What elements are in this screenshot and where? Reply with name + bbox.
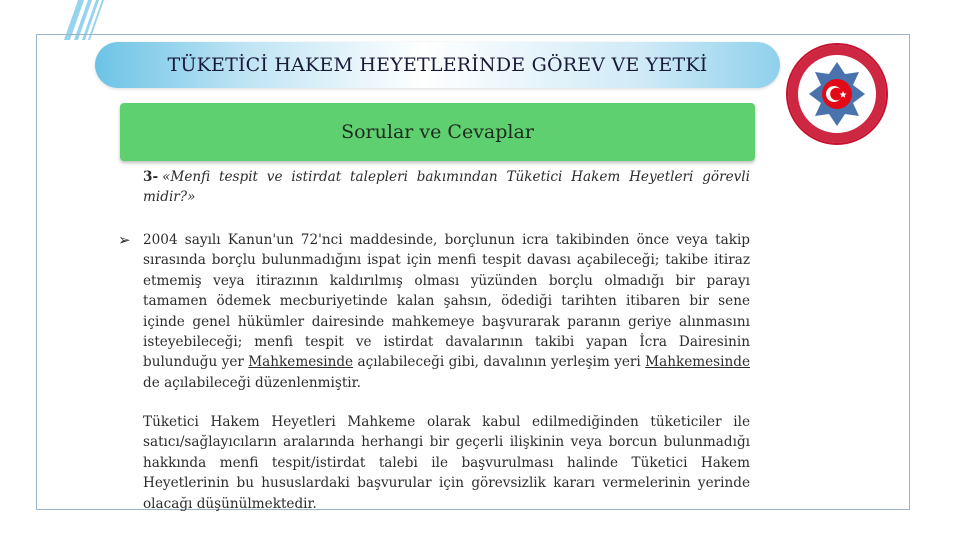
answer-part3: de açılabileceği düzenlenmiştir. — [143, 374, 361, 391]
subtitle: Sorular ve Cevaplar — [341, 121, 534, 143]
question-number: 3- — [143, 169, 159, 185]
answer-part2: açılabileceği gibi, davalının yerleşim yeri — [353, 354, 646, 371]
title-bar — [95, 42, 780, 88]
subtitle-banner — [120, 103, 755, 161]
question-text: «Menfi tespit ve istirdat talepleri bakımından Tüketici Hakem Heyetleri görevli midir?» — [143, 169, 750, 206]
page-title: TÜKETİCİ HAKEM HEYETLERİNDE GÖREV VE YETKİ — [167, 54, 708, 76]
arrow-bullet-icon: ➢ — [118, 231, 131, 249]
answer-underlined1: Mahkemesinde — [248, 354, 354, 371]
answer-underlined2: Mahkemesinde — [645, 354, 750, 371]
conclusion-paragraph: Tüketici Hakem Heyetleri Mahkeme olarak kabul edilmediğinden tüketiciler ile satıcı/sağlayıcıların aralarında herhangi bir geçerli ilişkinin veya borcun bulunmadığı hakkında menfi tespit/istirdat talebi ile başvurulması halinde Tüketici Hakem Heyetlerinin bu hususlardaki başvurular için görevsizlik kararı vermelerinin yerinde olacağı düşünülmektedir. — [143, 414, 750, 512]
answer-part1: 2004 sayılı Kanun'un 72'nci maddesinde, borçlunun icra takibinden önce veya takip sırasında borçlu bulunmadığını ispat için menfi tespit davası açabileceği; takibe itiraz etmemiş veya itirazının kaldırılmış olması yüzünden borçlu olmadığı bir parayı tamamen ödemek mecburiyetinde kalan şahsın, ödediği tarihten itibaren bir sene içinde genel hükümler dairesinde mahkemeye başvurarak paranın geriye alınmasını isteyebileceği; menfi tespit ve istirdat davalarının takibi yapan İcra Dairesinin bulunduğu yer — [143, 232, 750, 371]
ministry-logo-icon — [783, 40, 891, 148]
answer-paragraph — [143, 230, 750, 393]
question-block — [143, 167, 750, 208]
